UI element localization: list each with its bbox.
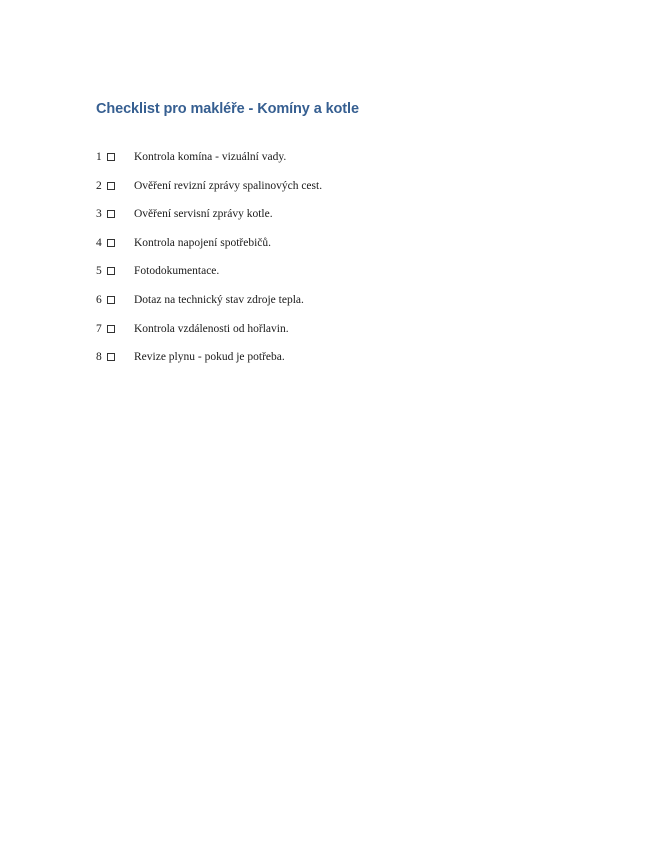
checklist-item [96, 321, 556, 350]
checklist-item [96, 149, 556, 178]
checklist-item [96, 292, 556, 321]
checklist-item [96, 349, 556, 378]
checkbox-icon[interactable] [107, 239, 115, 247]
item-number: 3 [96, 208, 102, 221]
item-text: Kontrola napojení spotřebičů. [134, 236, 272, 249]
item-number: 6 [96, 293, 102, 306]
checkbox-icon[interactable] [107, 296, 115, 304]
item-number: 7 [96, 322, 102, 335]
checkbox-icon[interactable] [107, 153, 115, 161]
item-number: 2 [96, 179, 102, 192]
checklist-item [96, 206, 556, 235]
checklist-item [96, 178, 556, 207]
checkbox-icon[interactable] [107, 267, 115, 275]
item-text: Kontrola komína - vizuální vady. [134, 151, 287, 163]
item-text: Revize plynu - pokud je potřeba. [134, 351, 285, 364]
checkbox-icon[interactable] [107, 210, 115, 218]
checklist-item [96, 235, 556, 264]
checkbox-icon[interactable] [107, 353, 115, 361]
item-text: Dotaz na technický stav zdroje tepla. [134, 293, 304, 306]
checkbox-icon[interactable] [107, 325, 115, 333]
item-number: 5 [96, 265, 102, 278]
item-number: 4 [96, 236, 102, 249]
item-number: 1 [96, 151, 102, 163]
item-text: Ověření servisní zprávy kotle. [134, 208, 273, 221]
item-text: Fotodokumentace. [134, 265, 220, 278]
item-text: Kontrola vzdálenosti od hořlavin. [134, 322, 289, 335]
checklist-item [96, 263, 556, 292]
checklist [96, 149, 556, 378]
item-number: 8 [96, 351, 102, 364]
item-text: Ověření revizní zprávy spalinových cest. [134, 179, 323, 192]
page-title: Checklist pro makléře - Komíny a kotle [96, 101, 359, 117]
checkbox-icon[interactable] [107, 182, 115, 190]
